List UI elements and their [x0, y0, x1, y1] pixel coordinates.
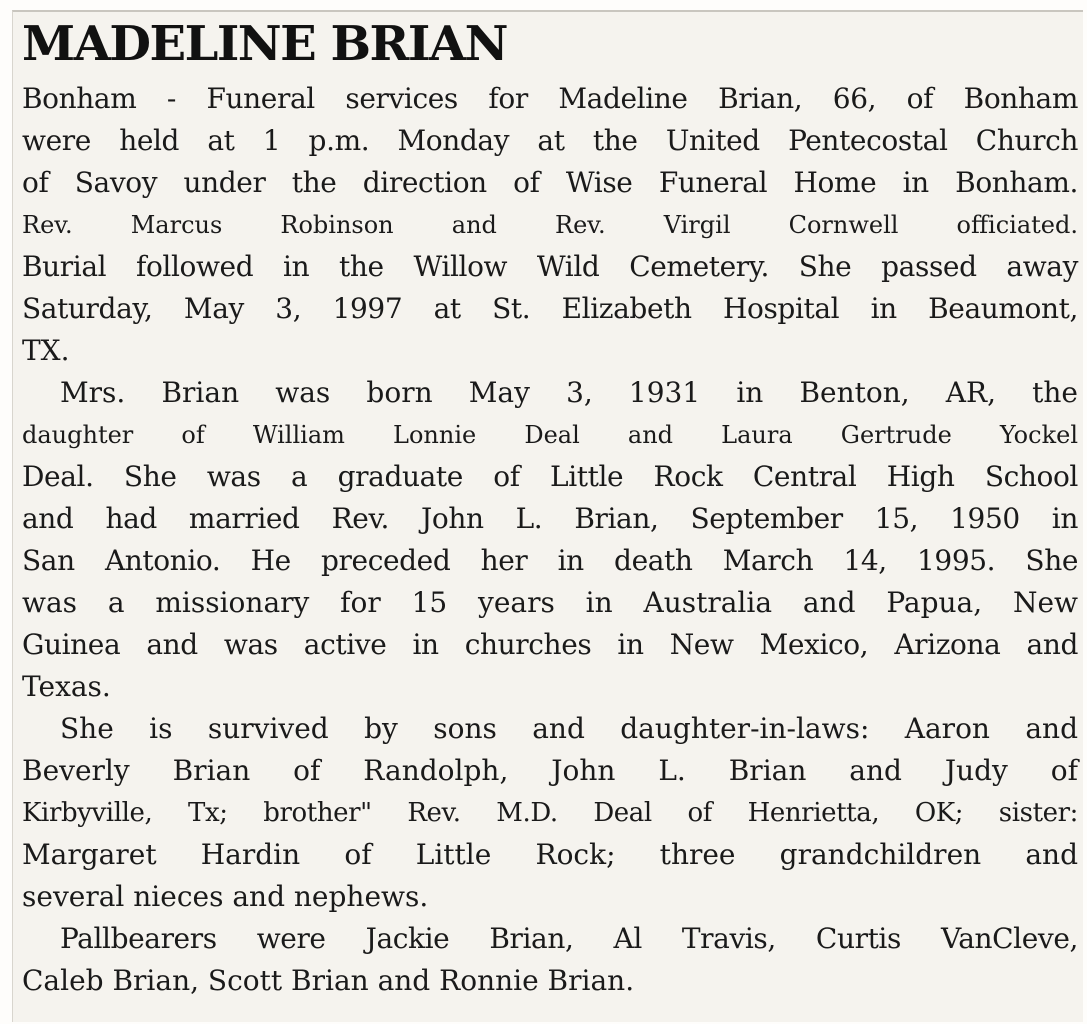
text-line: Caleb Brian, Scott Brian and Ronnie Brian. — [22, 964, 635, 997]
text-line: Pallbearers were Jackie Brian, Al Travis, Curtis VanCleve, — [60, 922, 1078, 955]
text-line: Burial followed in the Willow Wild Cemetery. She passed away — [22, 250, 1078, 283]
paragraph-pallbearers — [22, 918, 1078, 1002]
paragraph-services — [22, 78, 1078, 372]
text-line: several nieces and nephews. — [22, 880, 429, 913]
text-line: and had married Rev. John L. Brian, September 15, 1950 in — [22, 502, 1078, 535]
text-line: Guinea and was active in churches in New Mexico, Arizona and — [22, 628, 1078, 661]
text-line: of Savoy under the direction of Wise Funeral Home in Bonham. — [22, 166, 1078, 199]
text-line: She is survived by sons and daughter-in-laws: Aaron and — [60, 712, 1078, 745]
text-line: Texas. — [22, 670, 111, 703]
text-line: Saturday, May 3, 1997 at St. Elizabeth Hospital in Beaumont, — [22, 292, 1078, 325]
text-line: TX. — [22, 334, 70, 367]
paragraph-survivors — [22, 708, 1078, 918]
text-line: Beverly Brian of Randolph, John L. Brian and Judy of — [22, 754, 1078, 787]
text-line: Bonham - Funeral services for Madeline Brian, 66, of Bonham — [22, 82, 1078, 115]
text-line: Rev. Marcus Robinson and Rev. Virgil Cornwell officiated. — [22, 211, 1078, 239]
headline: MADELINE BRIAN — [22, 16, 507, 72]
text-line: San Antonio. He preceded her in death March 14, 1995. She — [22, 544, 1078, 577]
paragraph-biography — [22, 372, 1078, 708]
text-line: Margaret Hardin of Little Rock; three grandchildren and — [22, 838, 1078, 871]
text-line: Deal. She was a graduate of Little Rock Central High School — [22, 460, 1078, 493]
text-line: Mrs. Brian was born May 3, 1931 in Benton, AR, the — [60, 376, 1078, 409]
text-line: was a missionary for 15 years in Australia and Papua, New — [22, 586, 1078, 619]
text-line: Kirbyville, Tx; brother" Rev. M.D. Deal of Henrietta, OK; sister: — [22, 798, 1078, 828]
obituary-body — [22, 78, 1078, 1002]
text-line: were held at 1 p.m. Monday at the United Pentecostal Church — [22, 124, 1078, 157]
text-line: daughter of William Lonnie Deal and Laura Gertrude Yockel — [22, 421, 1078, 449]
